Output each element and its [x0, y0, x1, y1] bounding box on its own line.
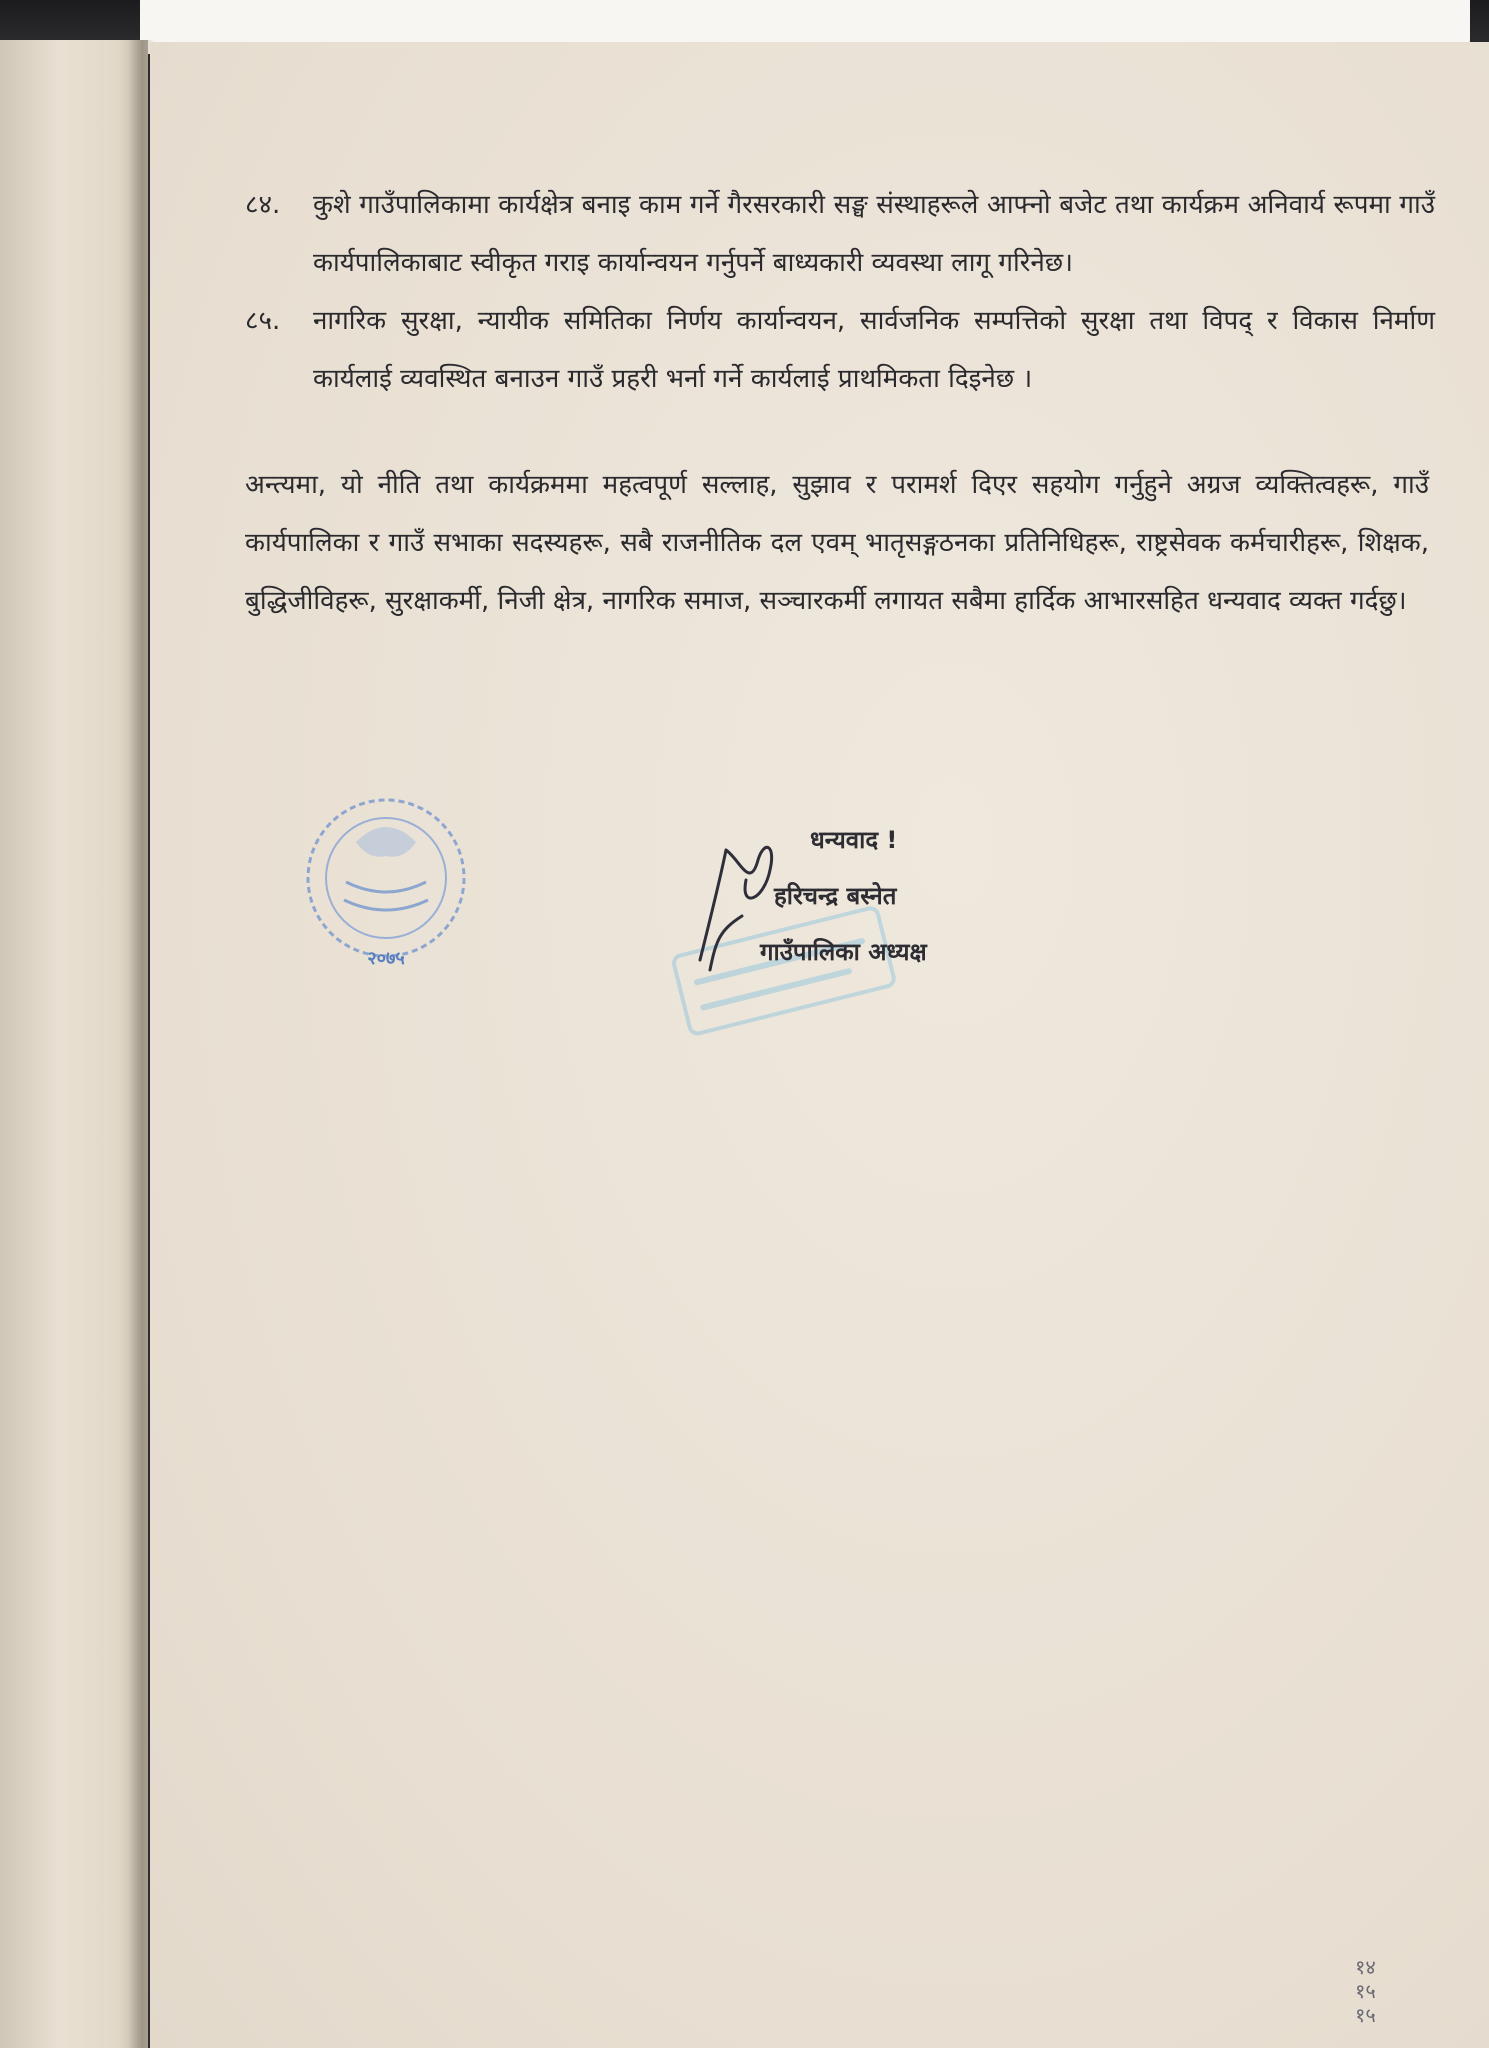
closing-paragraph: अन्त्यमा, यो नीति तथा कार्यक्रममा महत्वपूर्ण सल्लाह, सुझाव र परामर्श दिएर सहयोग गर्नुहुने अग्रज व्यक्तित्वहरू, गाउँ कार्यपालिका र गाउँ सभाका सदस्यहरू, सबै राजनीतिक दल एवम् भातृसङ्गठनका प्रतिनिधिहरू, राष्ट्रसेवक कर्मचारीहरू, शिक्षक, बुद्धिजीविहरू, सुरक्षाकर्मी, निजी क्षेत्र, नागरिक समाज, सञ्चारकर्मी लगायत सबैमा हार्दिक आभारसहित धन्यवाद व्यक्त गर्दछु। [245, 470, 1429, 616]
page-number: १४ [1355, 1955, 1376, 1979]
stamp-year: २०७५ [367, 948, 405, 969]
item-number: ८४. [245, 190, 281, 220]
item-number: ८५. [245, 306, 281, 336]
signature-block [760, 812, 1080, 980]
document-body [245, 176, 1435, 630]
item-text: कुशे गाउँपालिकामा कार्यक्षेत्र बनाइ काम गर्ने गैरसरकारी सङ्घ संस्थाहरूले आफ्नो बजेट तथा कार्यक्रम अनिवार्य रूपमा गाउँ कार्यपालिकाबाट स्वीकृत गराइ कार्यान्वयन गर्नुपर्ने बाध्यकारी व्यवस्था लागू गरिनेछ। [313, 190, 1435, 278]
signatory-title: गाउँपालिका अध्यक्ष [760, 938, 927, 966]
list-item [245, 176, 1435, 292]
page-number-stack [1355, 1955, 1376, 2027]
page-number: १५ [1355, 1979, 1376, 2003]
signatory-name: हरिचन्द्र बस्नेत [774, 882, 897, 910]
page-number: १५ [1355, 2003, 1376, 2027]
list-item [245, 292, 1435, 408]
official-stamp [286, 782, 486, 982]
facing-page-strip [0, 40, 148, 2048]
stamp-ring-icon [308, 800, 464, 956]
item-text: नागरिक सुरक्षा, न्यायीक समितिका निर्णय कार्यान्वयन, सार्वजनिक सम्पत्तिको सुरक्षा तथा विपद् र विकास निर्माण कार्यलाई व्यवस्थित बनाउन गाउँ प्रहरी भर्ना गर्ने कार्यलाई प्राथमिकता दिइनेछ । [313, 306, 1435, 394]
thanks-text: धन्यवाद ! [810, 826, 898, 854]
